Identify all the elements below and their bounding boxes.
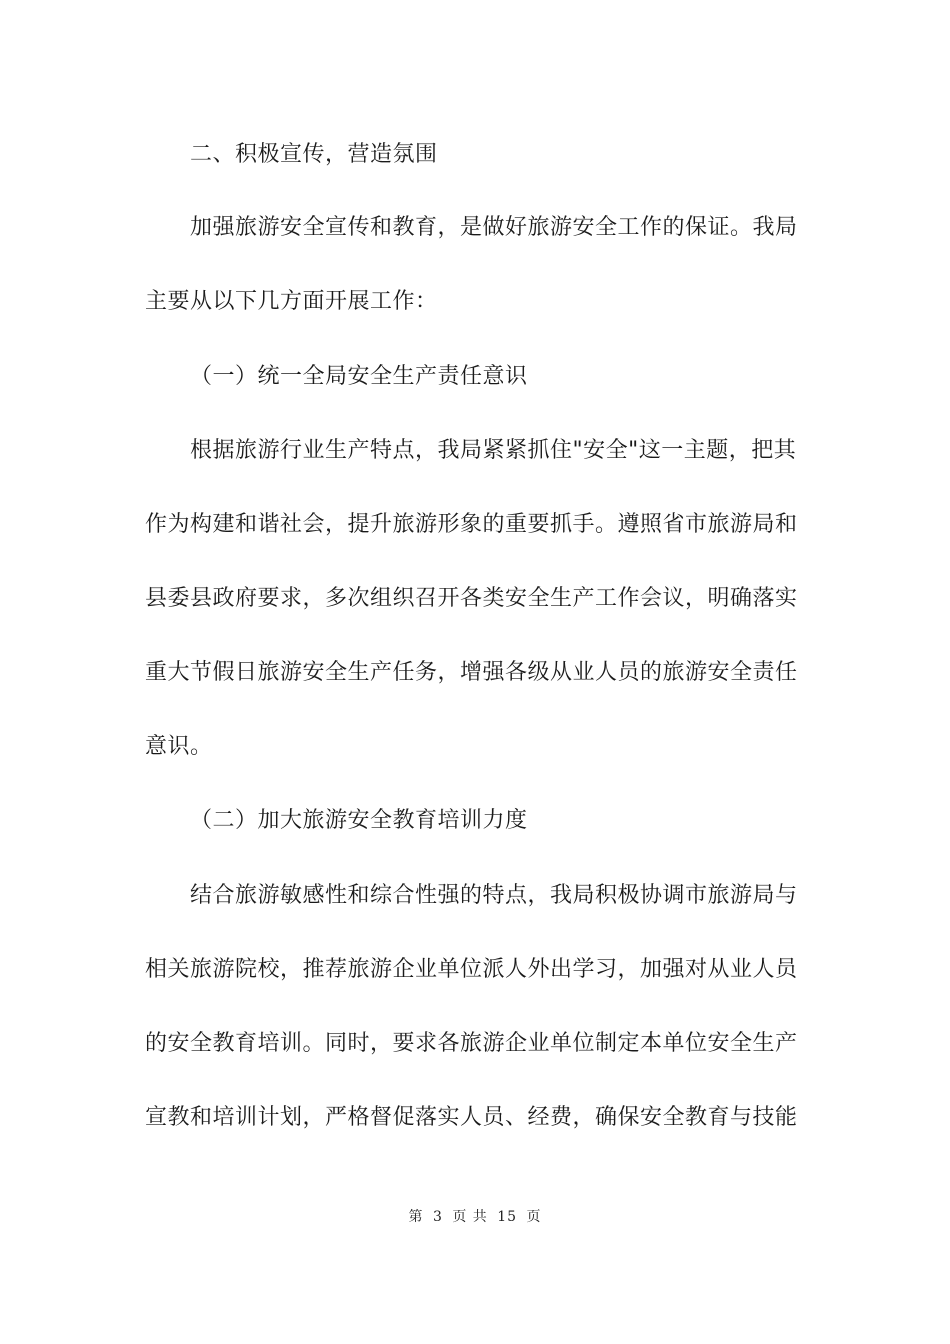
- footer-suffix: 页: [526, 1209, 542, 1225]
- page-footer: [0, 1207, 950, 1227]
- footer-prefix: 第: [408, 1209, 424, 1225]
- paragraph-line: 县委县政府要求，多次组织召开各类安全生产工作会议，明确落实: [145, 586, 798, 611]
- paragraph-line: 主要从以下几方面开展工作：: [145, 289, 438, 314]
- footer-middle: 页 共: [452, 1209, 488, 1225]
- paragraph-line: 重大节假日旅游安全生产任务，增强各级从业人员的旅游安全责任: [145, 660, 798, 685]
- subsection-heading: （二）加大旅游安全教育培训力度: [190, 808, 528, 833]
- footer-total-pages: 15: [497, 1209, 518, 1225]
- section-heading: 二、积极宣传，营造氛围: [190, 142, 438, 167]
- paragraph-line: 作为构建和谐社会，提升旅游形象的重要抓手。遵照省市旅游局和: [145, 512, 798, 537]
- paragraph-line: 意识。: [145, 734, 213, 759]
- paragraph-line: 根据旅游行业生产特点，我局紧紧抓住"安全"这一主题，把其: [190, 438, 797, 463]
- paragraph-line: 的安全教育培训。同时，要求各旅游企业单位制定本单位安全生产: [145, 1031, 798, 1056]
- paragraph-line: 相关旅游院校，推荐旅游企业单位派人外出学习，加强对从业人员: [145, 957, 798, 982]
- footer-current-page: 3: [432, 1209, 443, 1225]
- paragraph-line: 宣教和培训计划，严格督促落实人员、经费，确保安全教育与技能: [145, 1105, 798, 1130]
- subsection-heading: （一）统一全局安全生产责任意识: [190, 364, 528, 389]
- paragraph-line: 结合旅游敏感性和综合性强的特点，我局积极协调市旅游局与: [190, 883, 798, 908]
- paragraph-line: 加强旅游安全宣传和教育，是做好旅游安全工作的保证。我局: [190, 215, 798, 240]
